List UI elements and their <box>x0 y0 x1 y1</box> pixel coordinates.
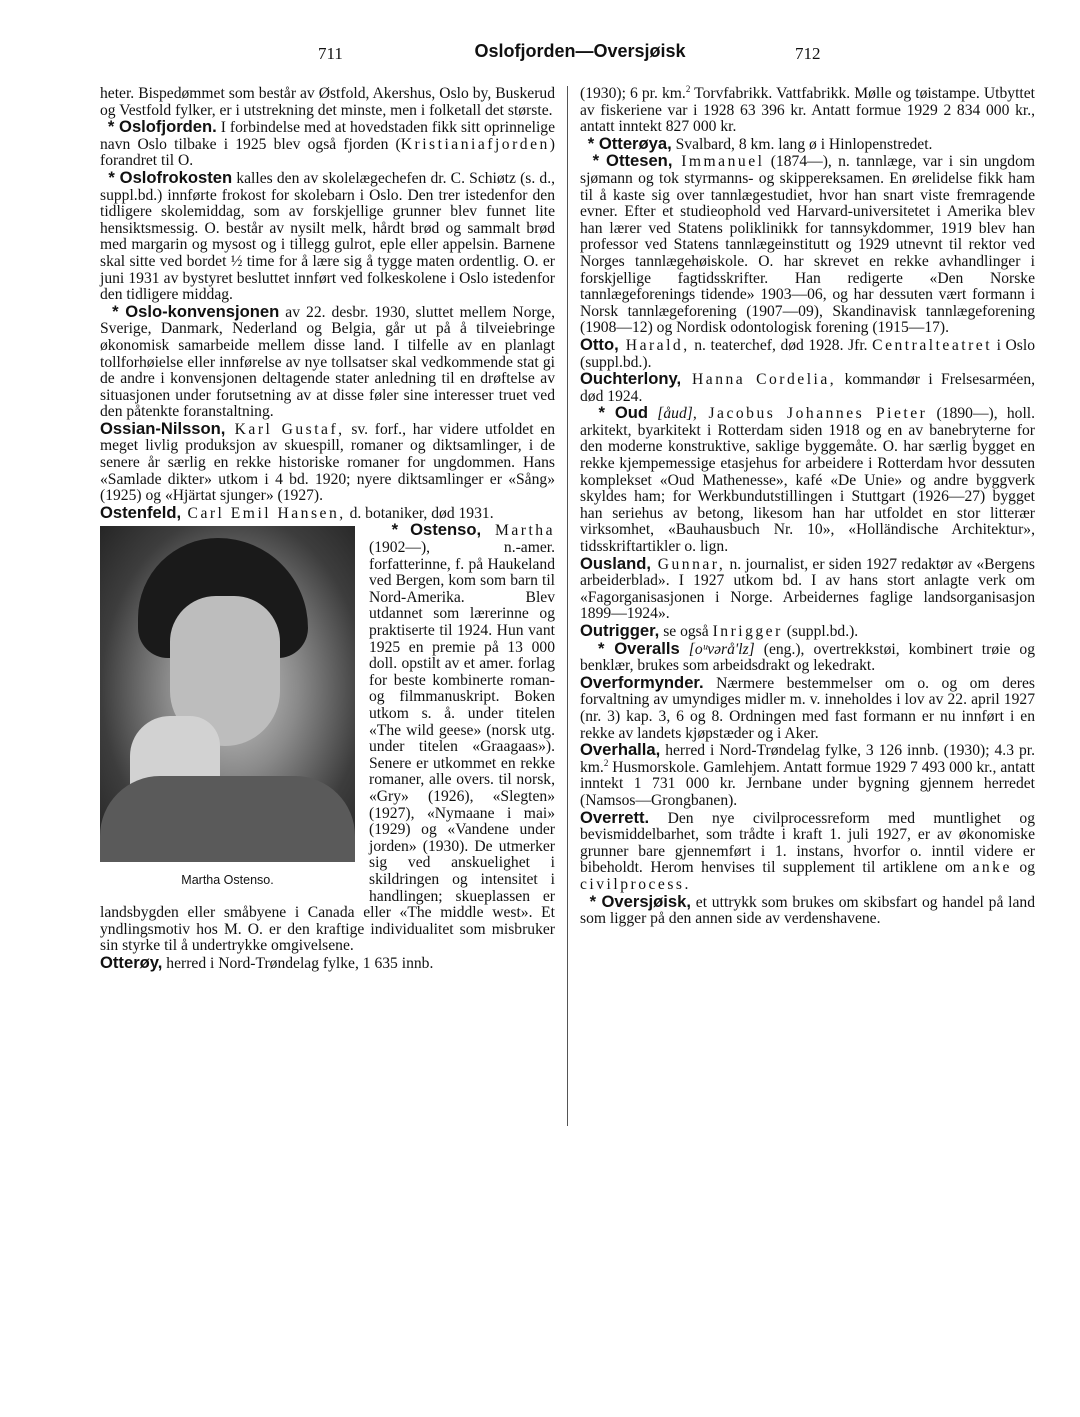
headword: Overrett. <box>580 807 650 827</box>
headword: Otto, <box>580 334 619 354</box>
headword: * Overalls <box>598 638 680 658</box>
photo-caption: Martha Ostenso. <box>181 873 274 888</box>
page-header <box>100 40 980 66</box>
page-number-right: 712 <box>795 44 821 63</box>
page-number-left: 711 <box>318 44 343 63</box>
entry-overhalla: Overhalla, herred i Nord-Trøndelag fylke, 3 126 innb. (1930); 4.3 pr. km.$^2$ Husmorskole. Gamlehjem. Antatt formue 1929 7 493 000 kr., antatt inntekt 1 731 000 kr. Jernbane under bygning gjennem herredet (Namsos—Grongbanen). <box>580 740 1035 809</box>
headword: * Oslofrokosten <box>108 167 233 187</box>
headword: Ossian-Nilsson, <box>100 418 226 438</box>
entry-otteroy: Otterøy, herred i Nord-Trøndelag fylke, 1 635 innb. <box>100 952 434 972</box>
left-column <box>100 86 555 972</box>
entry-otteroya: * Otterøya, Svalbard, 8 km. lang ø i Hinlopenstredet. <box>587 133 933 153</box>
entry-ottesen: * Ottesen, Immanuel (1874—), n. tannlæge, var i sin ungdom sjømann og tok styrmanns- og skippereksamen. En ørelidelse fikk ham til å kaste sig over tannlægestudiet, hvor han snart viste fremragende evner. Efter et studieophold ved Harvard-universitetet i Amerika blev han lærer ved Statens poliklinikk for tannsykdommer, 1919 blev han professor ved Statens tannlægeinstitutt og 1929 utnevnt til rektor ved Norges tannlægehøiskole. O. har skrevet en rekke avhandlinger i forskjellige fagtidsskrifter. Han redigerte «Den Norske tannlægeforenings tidende» 1903—06, og har dessuten vært formann i Norsk tannlægeforening (1907—09), Skandinavisk tannlægeforening (1908—12) og Nordisk odontologisk forening (1915—17). <box>580 151 1035 337</box>
entry-continuation: (1930); 6 pr. km.$^2$ Torvfabrikk. Vattfabrikk. Mølle og tøistampe. Utbyttet av fiskeriene var i 1928 63 396 kr. Antatt formue 1929 2 834 000 kr., antatt inntekt 827 000 kr. <box>580 83 1035 136</box>
headword: * Otterøya, <box>587 133 672 153</box>
entry-oud: * Oud [åud], Jacobus Johannes Pieter (1890—), holl. arkitekt, byarkitekt i Rotterdam siden 1918 og en av banebryterne for den moderne konstruktive, saklige byggemåte. O. har særlig bygget en rekke kjempemessige etasjehus for arbeidere i Rotterdam hvor dessuten komplekset «Oud Mathenesse», kafé «De Unie» og andre byggverk skyldes ham; for Werkbundutstillingen i Stuttgart (1926—27) bygget han seriehus av betong, likesom han har utfoldet en stor litterær virksomhet, «Bauhausbuch Nr. 10», «Holländische Architektur», tidsskriftartikler o. lign. <box>580 403 1036 556</box>
entry-ossian-nilsson: Ossian-Nilsson, Karl Gustaf, sv. forf., har videre utfoldet en meget livlig produksjon av skuespill, romaner og diktsamlinger, i de senere år særlig en rekke historiske romaner for ungdommen. Hans «Samlade dikter» utkom i 4 bd. 1920; nyere diktsamlinger er «Sång» (1925) og «Hjärtat sjunger» (1927). <box>100 418 555 505</box>
entry-ostenso: * Ostenso, Martha Martha Ostenso. (1902—), n.-amer. forfatterinne, f. på Haukeland ved Bergen, kom som barn til Nord-Amerika. Blev utdannet som lærerinne og praktiserte til 1924. Hun vant 1925 en premie på 13 000 doll. opstilt av et amer. forlag for beste kombinerte roman- og filmmanuskript. Boken utkom s. å. under titelen «The wild geese» (norsk utg. under titelen «Graagaas»). Senere er utkommet en rekke romaner, alle overs. til norsk, «Gry» (1926), «Slegten» (1927), «Nymaane i mai» (1929) og «Vandene under jorden» (1930). De utmerker sig ved anskuelighet i skildringen og intensitet i handlingen; skueplassen er landsbygden eller småbyene i Canada eller «The middle west». Et yndlingsmotiv hos M. O. er den kraftige individualitet som misbruker sin styrke til å undertrykke omgivelsene. <box>100 520 555 955</box>
running-head: Oslofjorden—Oversjøisk <box>474 41 686 61</box>
entry-ostenfeld: Ostenfeld, Carl Emil Hansen, d. botaniker, død 1931. <box>100 502 494 522</box>
entry-oslofrokosten: * Oslofrokosten kalles den av skolelægechefen dr. C. Schiøtz (s. d., suppl.bd.) innførte frokost for skolebarn i Oslo. Den trer istedenfor den tidligere skolemiddag, som av forskjellige grunner blev funnet lite hensiktsmessig. O. består av nysilt melk, hårdt brød og sammalt brød med margarin og mysost og i tillegg gulrot, eple eller appelsin. Barnene skal sitte ved bordet ½ time for å lære sig å tygge maten ordentlig. O. er juni 1931 av bystyret besluttet innført ved folkeskolene i Oslo istedenfor den tidligere middag. <box>100 167 555 304</box>
portrait-photo <box>100 526 355 862</box>
headword: Overhalla, <box>580 740 661 760</box>
headword: * Ostenso, <box>391 520 482 540</box>
entry-overrett: Overrett. Den nye civilprocessreform med muntlighet og bevismiddelbarhet, som trådte i kraft 1. juli 1927, er av økonomiske grunner bare gjennemført i 1. instans, hvorfor o. inntil videre er bibeholdt. Herom henvises til supplement til artiklene om anke og civilprocess. <box>580 807 1036 893</box>
entry-overformynder: Overformynder. Nærmere bestemmelser om o. og om deres forvaltning av umyndiges midler m. v. inneholdes i lov av 22. april 1927 (nr. 3) kap. 3, 6 og 8. Ordningen med fast formann er nu innført i en rekke av landets kjøpstæder og i Aker. <box>580 672 1035 742</box>
entry-oversjoisk: * Oversjøisk, et uttrykk som brukes om skibsfart og handel på land som ligger på den annen side av verdenshavene. <box>580 891 1036 928</box>
column-divider <box>567 86 568 1126</box>
entry-ouchterlony: Ouchterlony, Hanna Cordelia, kommandør i Frelsesarméen, død 1924. <box>580 369 1036 405</box>
headword: * Oslofjorden. <box>107 117 217 137</box>
portrait-figure <box>100 526 355 889</box>
headword: * Oslo-konvensjonen <box>112 301 280 321</box>
entry-ousland: Ousland, Gunnar, n. journalist, er siden 1927 redaktør av «Bergens arbeiderblad». I 1927 utkom bd. I av hans stort anlagte verk om «Fagorganisasjonen i Norge. Arbeidernes faglige landsorganisasjon 1899—1924». <box>580 553 1035 623</box>
entry-oslo-konvensjonen: * Oslo-konvensjonen av 22. desbr. 1930, sluttet mellem Norge, Sverige, Danmark, Nederland og Belgia, går ut på å tilveiebringe økonomisk samarbeide mellem disse land. I tilfelle av en planlagt tollforhøielse eller innførelse av nye tollsatser skal vedkommende stat gi de andre i konvensjonen deltagende stater anledning til en drøftelse av situasjonen under forutsetning av at disse føler sine interesser truet ved den påtenkte foranstaltning. <box>100 301 556 421</box>
headword: Ouchterlony, <box>580 369 682 389</box>
headword: * Oud <box>598 403 649 423</box>
headword: Ousland, <box>580 553 651 573</box>
right-column <box>580 83 1036 928</box>
entry-overalls: * Overalls [oᵘvərå'lz] (eng.), overtrekkstøi, kombinert trøie og benklær, brukes som arbeidsdrakt og lekedrakt. <box>580 638 1035 675</box>
headword: Outrigger, <box>580 621 660 640</box>
headword: * Oversjøisk, <box>589 891 691 911</box>
entry-outrigger: Outrigger, se også Inrigger (suppl.bd.). <box>580 621 859 640</box>
headword: Ostenfeld, <box>100 502 182 522</box>
entry-continuation: heter. Bispedømmet som består av Østfold, Akershus, Oslo by, Buskerud og Vestfold fylker, er i utstrekning det minste, men i folketall det største. <box>100 85 555 119</box>
entry-otto: Otto, Harald, n. teaterchef, død 1928. Jfr. Centralteatret i Oslo (suppl.bd.). <box>580 334 1035 371</box>
headword: Otterøy, <box>100 952 163 972</box>
headword: * Ottesen, <box>592 151 673 171</box>
entry-oslofjorden: * Oslofjorden. I forbindelse med at hovedstaden fikk sitt oprinnelige navn Oslo tilbake i 1925 blev også fjorden (Kristianiafjorden) forandret til O. <box>100 117 556 170</box>
headword: Overformynder. <box>580 672 704 692</box>
